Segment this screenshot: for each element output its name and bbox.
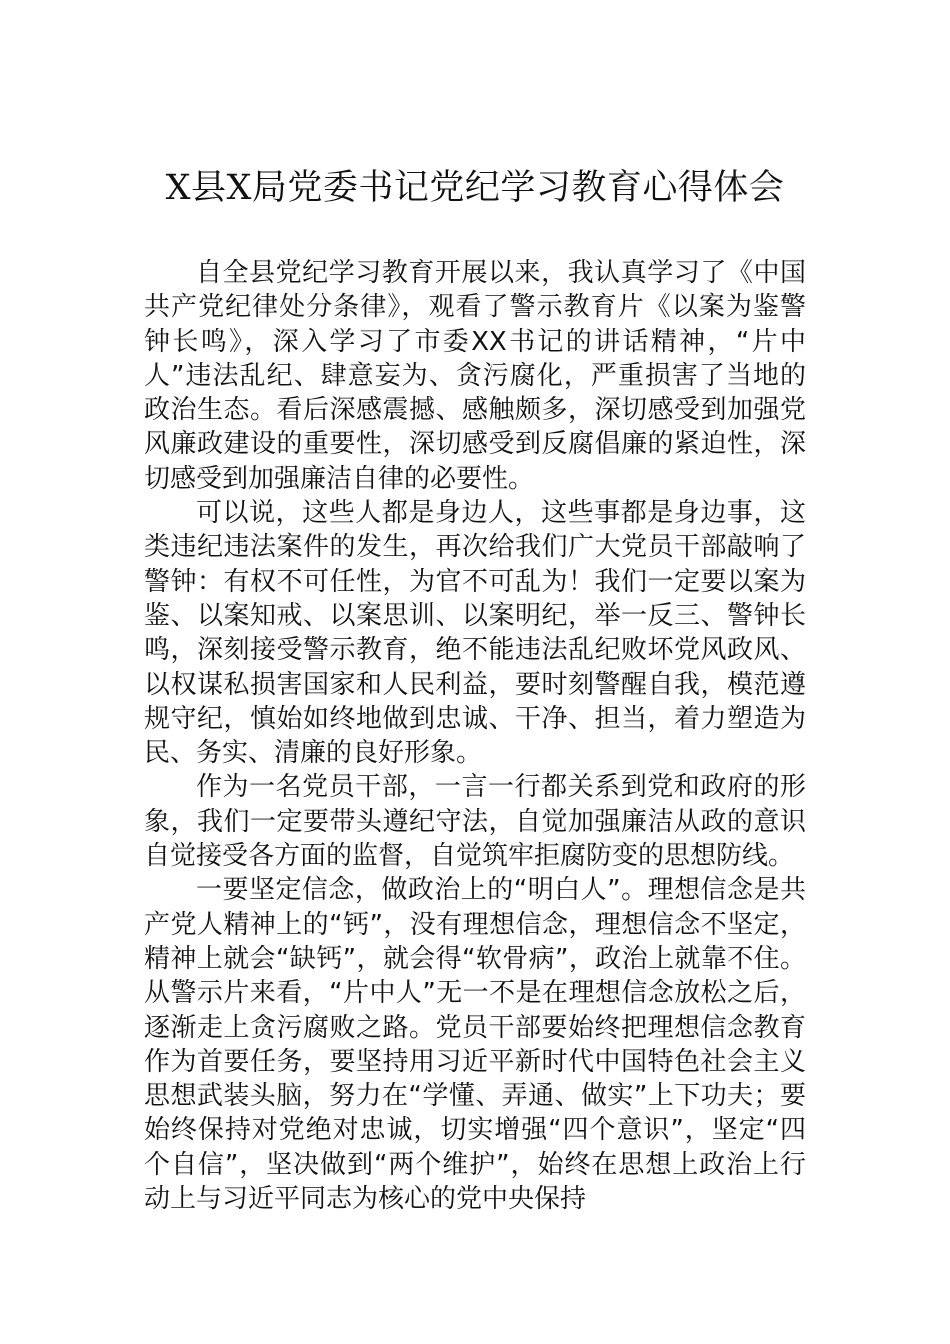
paragraph-4: 一要坚定信念，做政治上的“明白人”。理想信念是共产党人精神上的“钙”，没有理想信念，理想信念不坚定，精神上就会“缺钙”，就会得“软骨病”，政治上就靠不住。从警示片来看，“片中人”无一不是在理想信念放松之后，逐渐走上贪污腐败之路。党员干部要始终把理想信念教育作为首要任务，要坚持用习近平新时代中国特色社会主义思想武装头脑，努力在“学懂、弄通、做实”上下功夫；要始终保持对党绝对忠诚，切实增强“四个意识”，坚定“四个自信”，坚决做到“两个维护”，始终在思想上政治上行动上与习近平同志为核心的党中央保持: [144, 875, 806, 1215]
paragraph-1: 自全县党纪学习教育开展以来，我认真学习了《中国共产党纪律处分条律》，观看了警示教育片《以案为鉴警钟长鸣》，深入学习了市委XX书记的讲话精神，“片中人”违法乱纪、肆意妄为、贪污腐化，严重损害了当地的政治生态。看后深感震撼、感触颇多，深切感受到加强党风廉政建设的重要性，深切感受到反腐倡廉的紧迫性，深切感受到加强廉洁自律的必要性。: [144, 258, 806, 494]
document-title: X县X局党委书记党纪学习教育心得体会: [165, 168, 785, 208]
document-body: [144, 256, 806, 1216]
paragraph-3: 作为一名党员干部，一言一行都关系到党和政府的形象，我们一定要带头遵纪守法，自觉加强廉洁从政的意识自觉接受各方面的监督，自觉筑牢拒腐防变的思想防线。: [144, 772, 806, 872]
paragraph-2: 可以说，这些人都是身边人，这些事都是身边事，这类违纪违法案件的发生，再次给我们广大党员干部敲响了警钟：有权不可任性，为官不可乱为！我们一定要以案为鉴、以案知戒、以案思训、以案明纪，举一反三、警钟长鸣，深刻接受警示教育，绝不能违法乱纪败坏党风政风、以权谋私损害国家和人民利益，要时刻警醒自我，模范遵规守纪，慎始如终地做到忠诚、干净、担当，着力塑造为民、务实、清廉的良好形象。: [144, 498, 806, 769]
